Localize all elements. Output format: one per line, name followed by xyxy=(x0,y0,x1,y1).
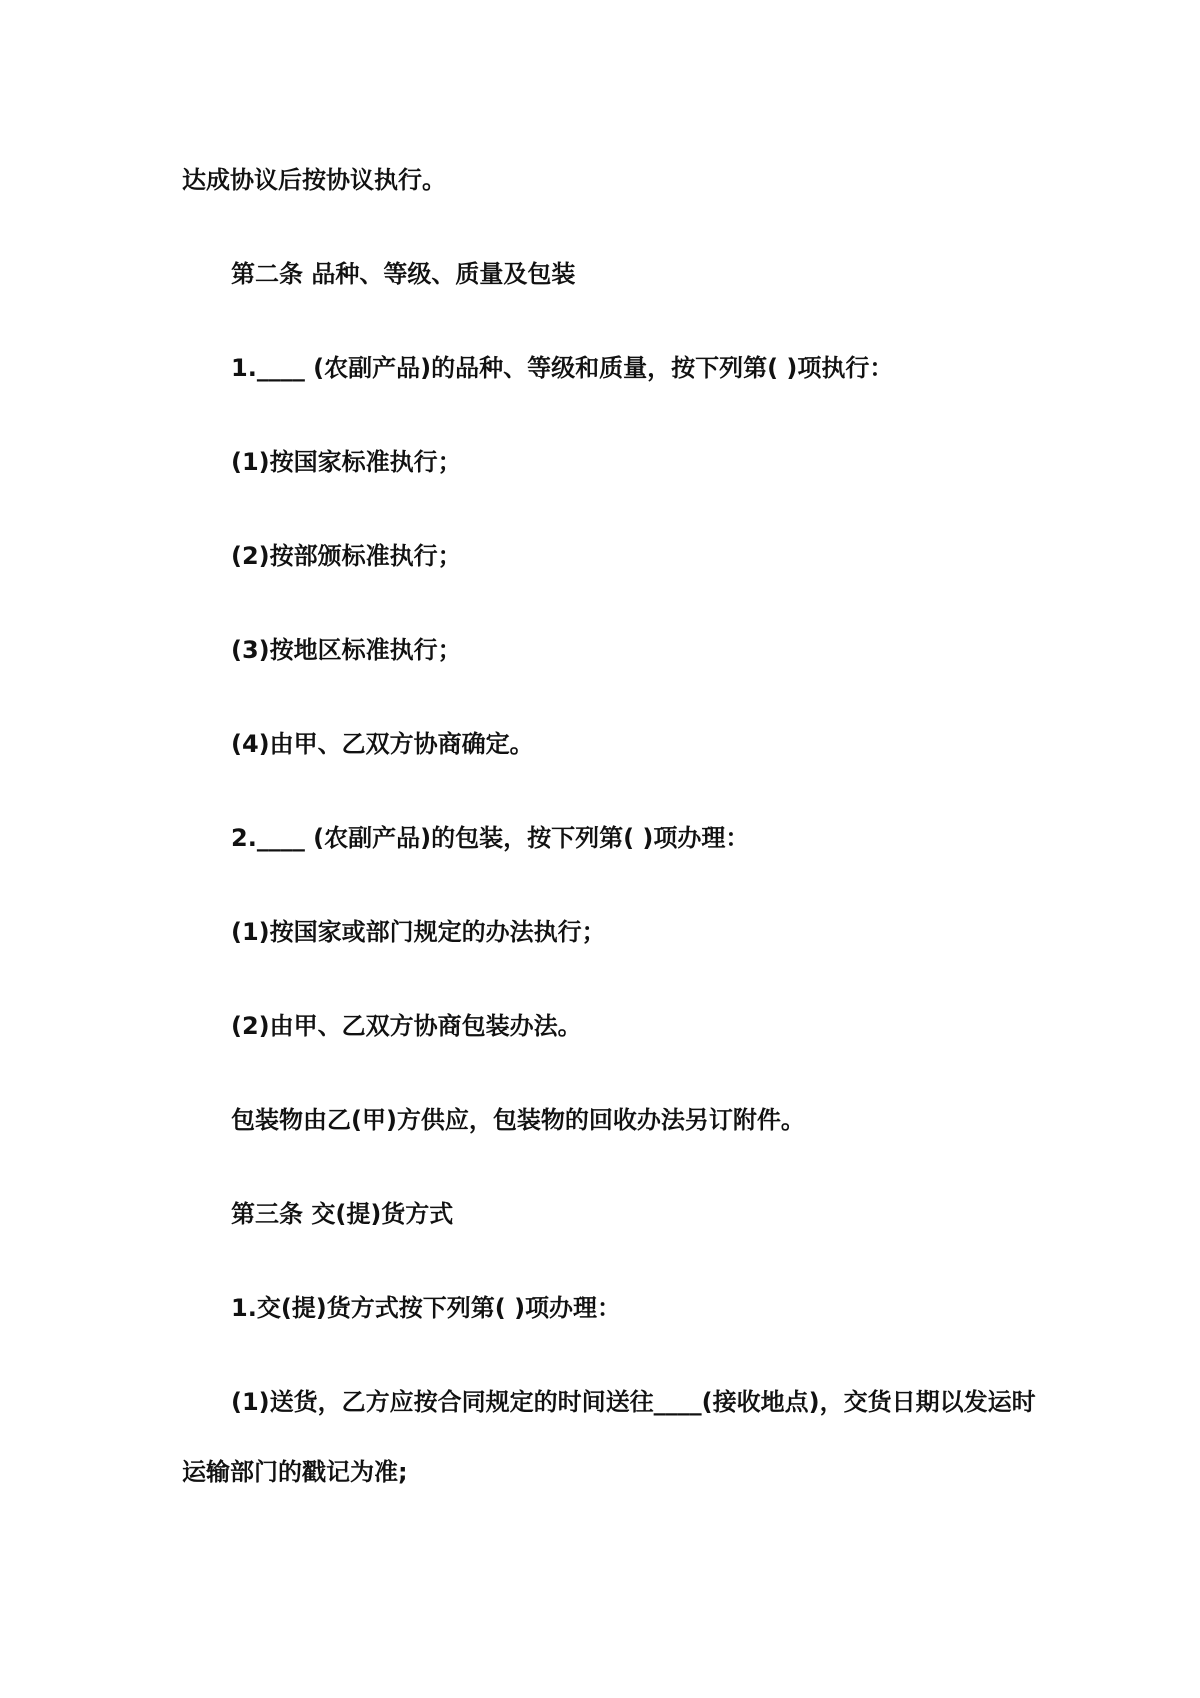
sub-item-packaging-negotiated: (2)由甲、乙双方协商包装办法。 xyxy=(231,1012,582,1040)
sub-item-delivery: (1)送货，乙方应按合同规定的时间送往____(接收地点)，交货日期以发运时 xyxy=(231,1388,1036,1416)
sub-item-packaging-rules: (1)按国家或部门规定的办法执行； xyxy=(231,918,606,946)
sub-item-delivery-continued: 运输部门的戳记为准; xyxy=(182,1458,408,1486)
body-paragraph-continuation: 达成协议后按协议执行。 xyxy=(182,166,446,194)
article-3-heading: 第三条 交(提)货方式 xyxy=(231,1200,454,1228)
clause-delivery-method: 1.交(提)货方式按下列第( )项办理： xyxy=(231,1294,622,1322)
sub-item-negotiated: (4)由甲、乙双方协商确定。 xyxy=(231,730,534,758)
clause-packaging-item: 2.____ (农副产品)的包装，按下列第( )项办理： xyxy=(231,824,750,852)
sub-item-regional-standard: (3)按地区标准执行； xyxy=(231,636,462,664)
sub-item-national-standard: (1)按国家标准执行； xyxy=(231,448,462,476)
sub-item-ministry-standard: (2)按部颁标准执行； xyxy=(231,542,462,570)
clause-quality-item: 1.____ (农副产品)的品种、等级和质量，按下列第( )项执行： xyxy=(231,354,894,382)
article-2-heading: 第二条 品种、等级、质量及包装 xyxy=(231,260,576,288)
packaging-supply-paragraph: 包装物由乙(甲)方供应，包装物的回收办法另订附件。 xyxy=(231,1106,805,1134)
